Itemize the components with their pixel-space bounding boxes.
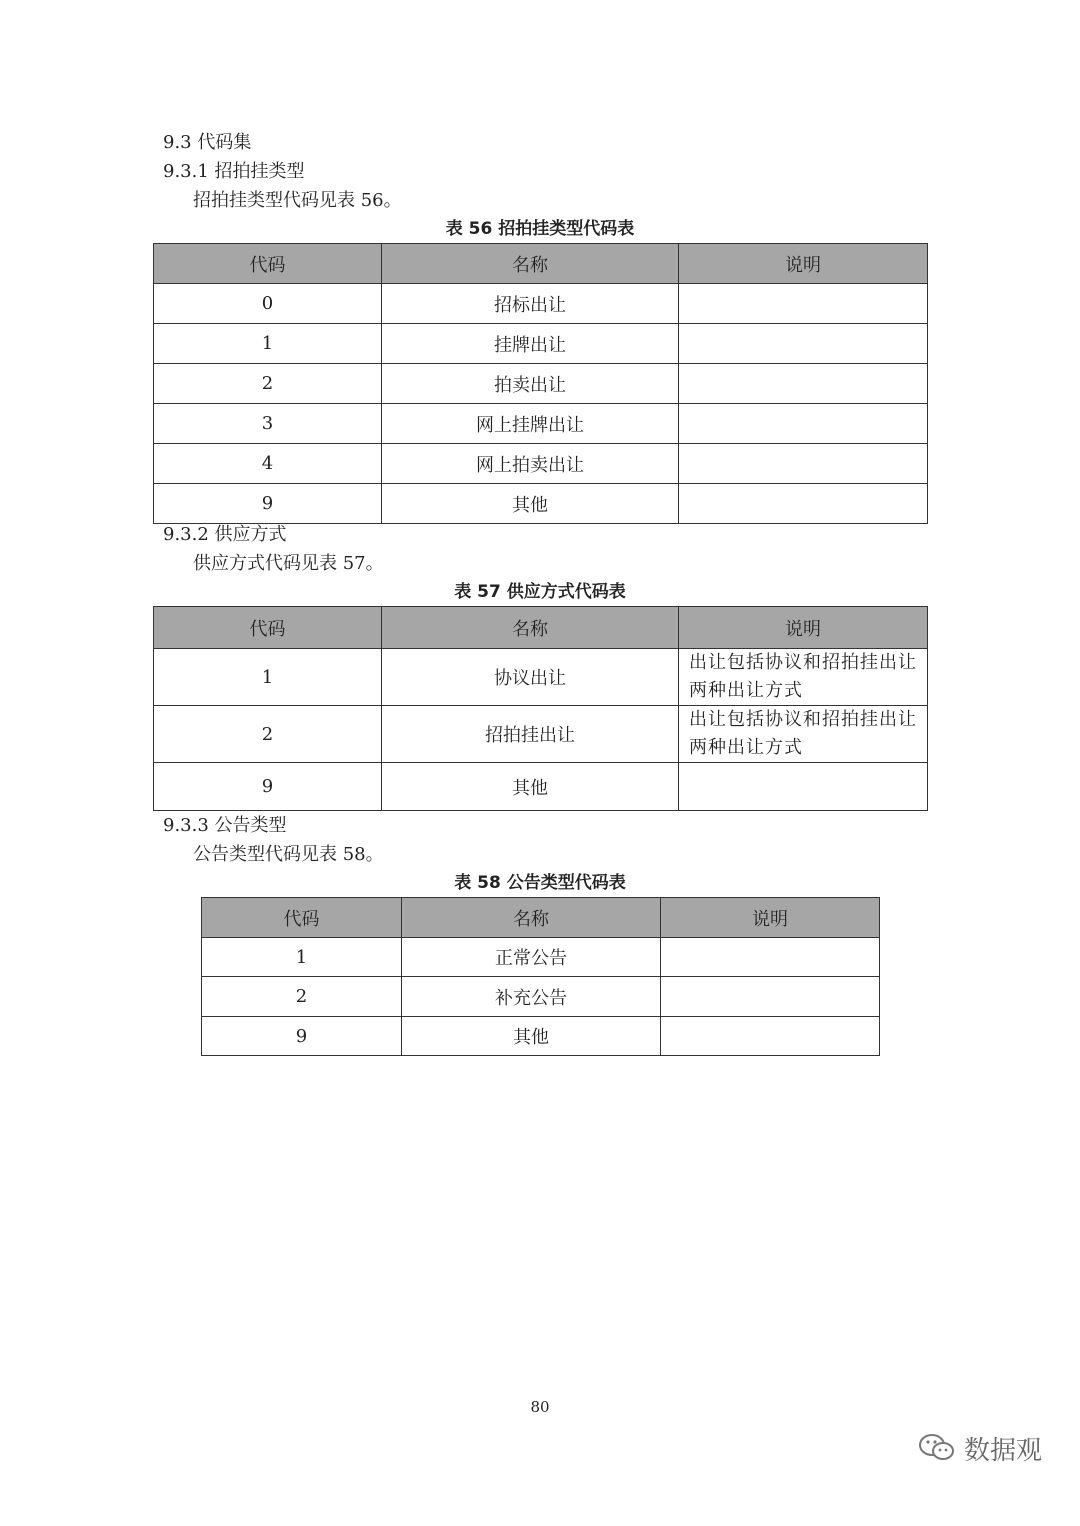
table-row: [154, 324, 928, 364]
table-row: [154, 649, 928, 706]
cell-desc-line: 两种出让方式: [689, 680, 803, 701]
table-row: [202, 1017, 880, 1056]
table-58-caption: 表 58 公告类型代码表: [454, 873, 626, 893]
cell-name: 其他: [382, 763, 679, 811]
table-row: [154, 484, 928, 524]
header-code: 代码: [202, 898, 402, 938]
cell-code: 9: [154, 484, 382, 524]
cell-desc-line: 两种出让方式: [689, 737, 803, 758]
subsection-heading-9-3-1: 9.3.1 招拍挂类型: [163, 161, 305, 182]
header-desc: 说明: [679, 607, 928, 649]
table-row: [154, 284, 928, 324]
table-row: [154, 364, 928, 404]
cell-desc: [679, 284, 928, 324]
cell-name: 协议出让: [382, 649, 679, 706]
cell-desc: [661, 977, 880, 1017]
header-code: 代码: [154, 607, 382, 649]
cell-desc: [679, 763, 928, 811]
header-name: 名称: [402, 898, 661, 938]
page-number: 80: [530, 1398, 550, 1416]
cell-code: 2: [154, 364, 382, 404]
cell-name: 网上拍卖出让: [382, 444, 679, 484]
cell-code: 1: [202, 938, 402, 977]
table-header-row: [202, 898, 880, 938]
cell-code: 9: [202, 1017, 402, 1056]
table-row: [154, 444, 928, 484]
header-name: 名称: [382, 244, 679, 284]
subsection-intro-9-3-2: 供应方式代码见表 57。: [193, 553, 384, 574]
table-header-row: [154, 607, 928, 649]
section-heading-9-3: 9.3 代码集: [163, 132, 252, 153]
cell-code: 0: [154, 284, 382, 324]
watermark: [918, 1428, 1042, 1468]
cell-name: 挂牌出让: [382, 324, 679, 364]
cell-desc-line: 出让包括协议和招拍挂出让: [689, 709, 917, 730]
cell-name: 补充公告: [402, 977, 661, 1017]
subsection-intro-9-3-3: 公告类型代码见表 58。: [193, 844, 384, 865]
cell-desc: [661, 938, 880, 977]
cell-code: 1: [154, 649, 382, 706]
cell-desc: [679, 404, 928, 444]
cell-name: 正常公告: [402, 938, 661, 977]
cell-code: 2: [202, 977, 402, 1017]
subsection-intro-9-3-1: 招拍挂类型代码见表 56。: [193, 190, 402, 211]
cell-desc: [679, 364, 928, 404]
cell-name: 其他: [382, 484, 679, 524]
cell-code: 2: [154, 706, 382, 763]
cell-desc: [679, 444, 928, 484]
subsection-heading-9-3-2: 9.3.2 供应方式: [163, 524, 287, 545]
table-57-caption: 表 57 供应方式代码表: [454, 582, 626, 602]
table-56-caption: 表 56 招拍挂类型代码表: [445, 219, 635, 239]
cell-name: 招拍挂出让: [382, 706, 679, 763]
cell-desc: [679, 649, 928, 706]
table-row: [154, 706, 928, 763]
table-row: [202, 977, 880, 1017]
cell-name: 招标出让: [382, 284, 679, 324]
header-name: 名称: [382, 607, 679, 649]
cell-desc-line: 出让包括协议和招拍挂出让: [689, 652, 917, 673]
table-row: [202, 938, 880, 977]
table-58: [201, 897, 880, 1056]
cell-code: 3: [154, 404, 382, 444]
subsection-heading-9-3-3: 9.3.3 公告类型: [163, 815, 287, 836]
cell-code: 1: [154, 324, 382, 364]
cell-desc: [679, 484, 928, 524]
cell-name: 网上挂牌出让: [382, 404, 679, 444]
header-code: 代码: [154, 244, 382, 284]
header-desc: 说明: [679, 244, 928, 284]
table-row: [154, 763, 928, 811]
cell-desc: [679, 324, 928, 364]
cell-name: 其他: [402, 1017, 661, 1056]
table-57: [153, 606, 928, 811]
cell-code: 4: [154, 444, 382, 484]
table-row: [154, 404, 928, 444]
table-header-row: [154, 244, 928, 284]
wechat-icon: [918, 1432, 956, 1464]
cell-code: 9: [154, 763, 382, 811]
cell-name: 拍卖出让: [382, 364, 679, 404]
header-desc: 说明: [661, 898, 880, 938]
watermark-text: 数据观: [964, 1435, 1043, 1466]
table-56: [153, 243, 928, 524]
cell-desc: [679, 706, 928, 763]
cell-desc: [661, 1017, 880, 1056]
